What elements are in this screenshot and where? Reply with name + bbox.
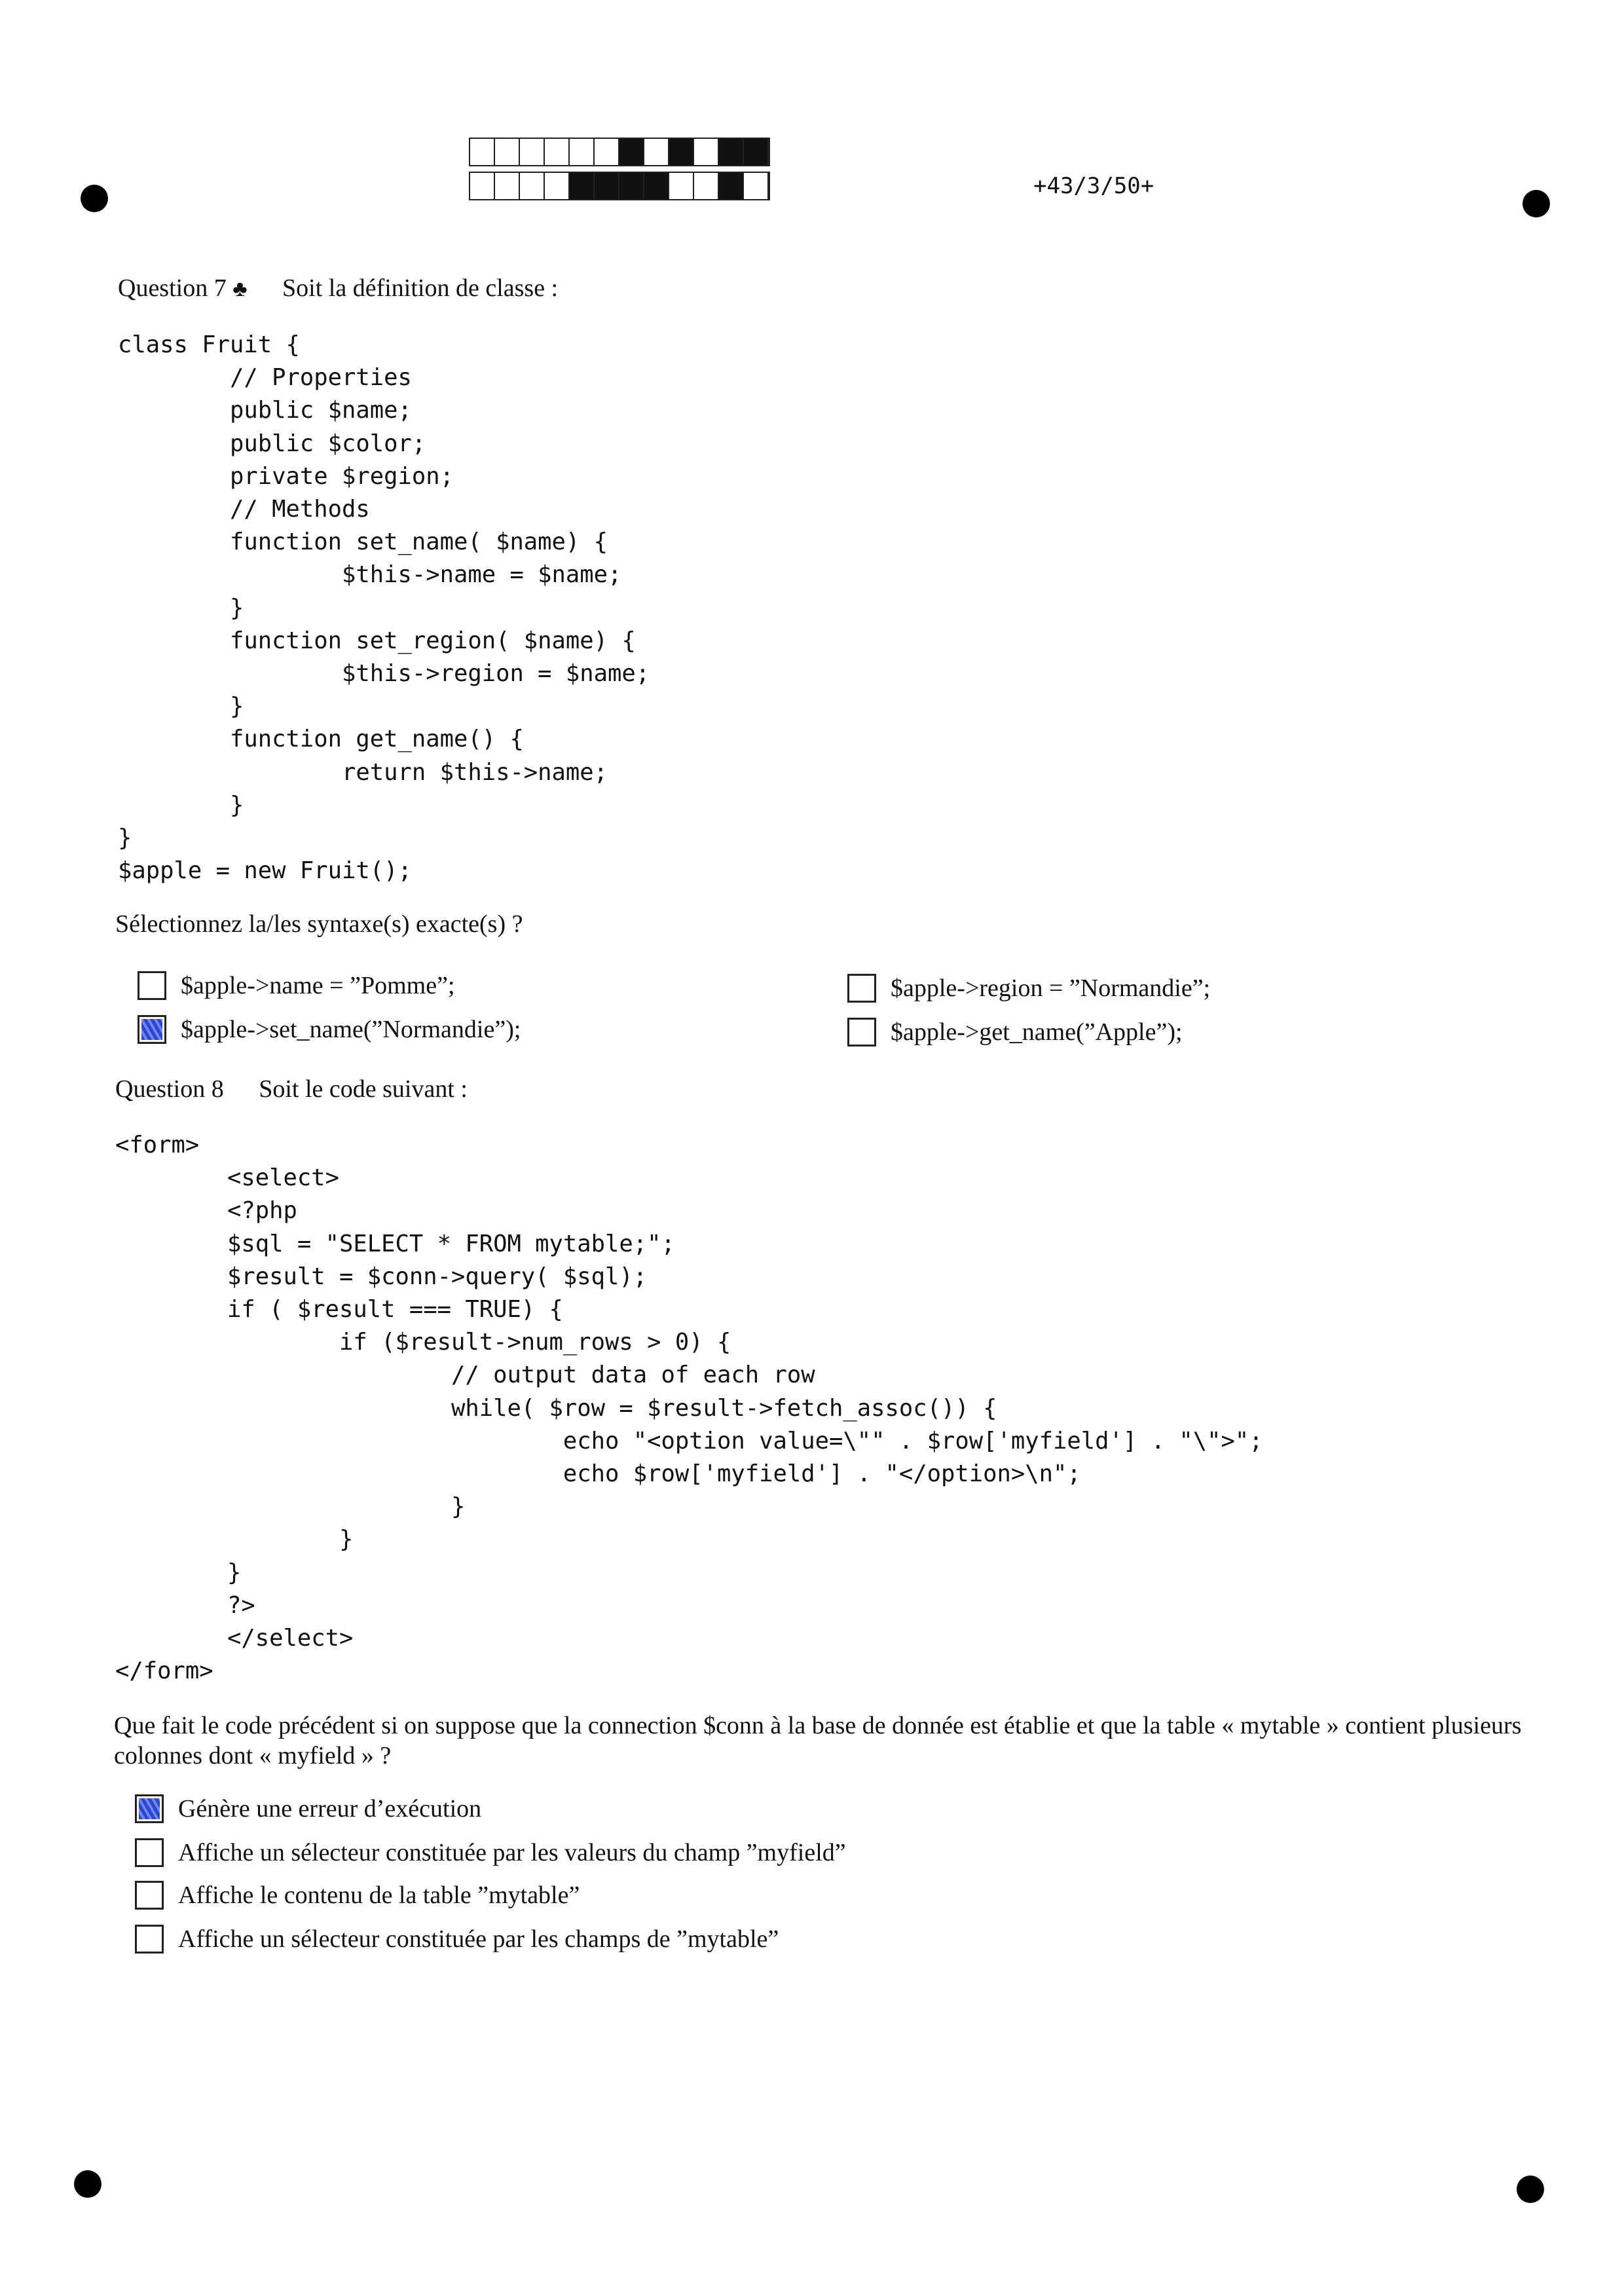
q8-choice-4[interactable]: [135, 1925, 779, 1953]
question-7-number: Question 7: [118, 274, 227, 302]
q7-choice-3[interactable]: [138, 1015, 521, 1044]
q8-choice-1[interactable]: [135, 1794, 481, 1823]
q7-choice-2-label: $apple->region = ”Normandie”;: [891, 974, 1211, 1002]
registration-mark-top-right: [1522, 190, 1550, 217]
question-7-code: class Fruit { // Properties public $name; public $color; private $region; // Methods function set_name( $name) { $this->name = $name; } function set_region( $name) { $this->region = $name; } function get_name() { return $this->name; } } $apple = new Fruit();: [118, 331, 650, 885]
q8-choice-4-checkbox[interactable]: [135, 1925, 164, 1953]
q8-choice-3-label: Affiche le contenu de la table ”mytable”: [178, 1881, 580, 1909]
q7-choice-4-label: $apple->get_name(”Apple”);: [891, 1018, 1183, 1046]
q7-choice-2[interactable]: [847, 974, 1210, 1003]
question-8-stem: Soit le code suivant :: [259, 1075, 468, 1103]
q7-choice-4[interactable]: [847, 1018, 1183, 1046]
q8-choice-2-checkbox[interactable]: [135, 1838, 164, 1867]
registration-mark-bottom-left: [74, 2170, 101, 2198]
page-barcode-top: [469, 138, 770, 166]
q8-choice-4-label: Affiche un sélecteur constituée par les champs de ”mytable”: [178, 1925, 779, 1953]
q7-choice-1-checkbox[interactable]: [138, 971, 166, 1000]
q8-choice-1-checkbox-checked[interactable]: [135, 1794, 164, 1823]
question-7-header: [118, 274, 558, 303]
question-8-code: <form> <select> <?php $sql = "SELECT * FROM mytable;"; $result = $conn->query( $sql); if ( $result === TRUE) { if ($result->num_rows > 0) { // output data of each row while( $row = $result->fetch_assoc()) { echo "<option value=\"" . $row['myfield'] . "\">"; echo $row['myfield'] . "</option>\n"; } } } ?> </select> </form>: [115, 1132, 1263, 1685]
question-8-question: Que fait le code précédent si on suppose que la connection $conn à la base de donnée est établie et que la table « mytable » contient plusieurs colonnes dont « myfield » ?: [114, 1712, 1522, 1769]
q8-choice-1-label: Génère une erreur d’exécution: [178, 1795, 482, 1823]
q7-choice-3-checkbox-checked[interactable]: [138, 1015, 166, 1044]
q7-choice-1[interactable]: [138, 971, 455, 1000]
question-7-stem: Soit la définition de classe :: [282, 274, 559, 302]
q8-choice-3-checkbox[interactable]: [135, 1881, 164, 1910]
registration-mark-bottom-right: [1517, 2176, 1544, 2203]
q7-choice-4-checkbox[interactable]: [847, 1018, 876, 1046]
q7-choice-2-checkbox[interactable]: [847, 974, 876, 1003]
q7-choice-3-label: $apple->set_name(”Normandie”);: [181, 1016, 521, 1043]
q8-choice-2[interactable]: [135, 1838, 846, 1867]
question-8-header: [115, 1075, 468, 1103]
question-7-prompt: Sélectionnez la/les syntaxe(s) exacte(s) ?: [115, 910, 523, 938]
page-barcode-bottom: [469, 172, 770, 200]
question-8-number: Question 8: [115, 1075, 224, 1103]
registration-mark-top-left: [81, 185, 108, 212]
q8-choice-2-label: Affiche un sélecteur constituée par les valeurs du champ ”myfield”: [178, 1839, 846, 1866]
q8-choice-3[interactable]: [135, 1881, 580, 1910]
q7-choice-1-label: $apple->name = ”Pomme”;: [181, 972, 455, 999]
page-identifier: +43/3/50+: [1033, 173, 1154, 199]
multiple-answer-club-icon: ♣: [232, 277, 248, 301]
